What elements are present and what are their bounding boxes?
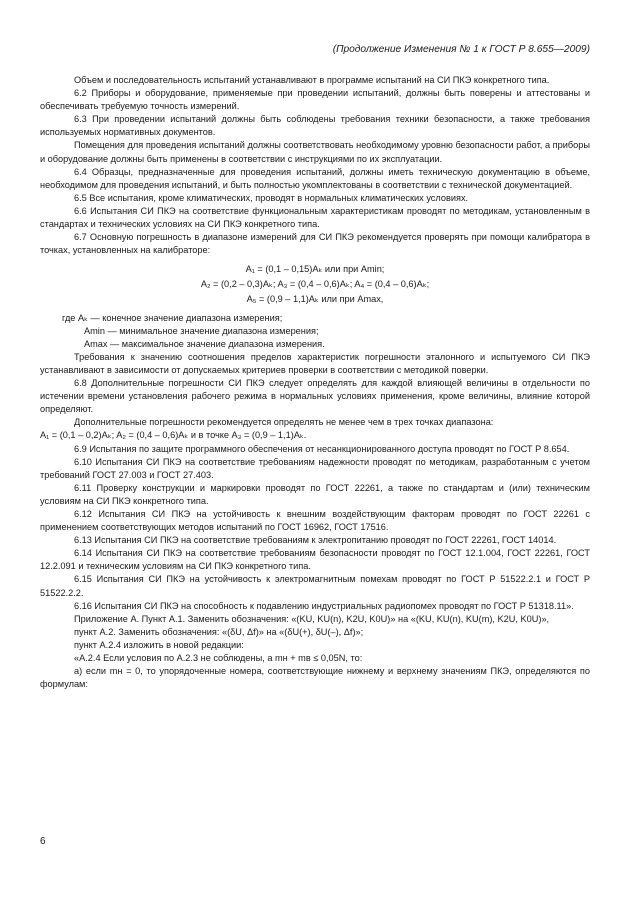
formula: A₁ = (0,1 – 0,15)Aₖ или при Amin; [245, 264, 385, 275]
formula: A₅ = (0,9 – 1,1)Aₖ или при Amax, [246, 293, 384, 304]
paragraph: 6.8 Дополнительные погрешности СИ ПКЭ следует определять для каждой влияющей величины в отдельности по истечении времени установления рабочего режима в нормальных условиях применения, кроме величины, влияние которой определяют. [40, 378, 590, 415]
paragraph: 6.7 Основную погрешность в диапазоне измерений для СИ ПКЭ рекомендуется проверять при помощи калибратора в точках, установленных на калибраторе: [40, 232, 590, 256]
glossary-item: Amin — минимальное значение диапазона измерения; [84, 325, 319, 336]
glossary-item: Amax — максимальное значение диапазона измерения. [84, 338, 325, 349]
paragraph: 6.14 Испытания СИ ПКЭ на соответствие требованиям безопасности проводят по ГОСТ 12.1.004, ГОСТ 22261, ГОСТ 12.2.091 и техническим условиям на СИ ПКЭ конкретного типа. [40, 548, 590, 572]
page-body [40, 74, 590, 691]
paragraph: 6.6 Испытания СИ ПКЭ на соответствие функциональным характеристикам проводят по методикам, установленным в стандартах и технических условиях на СИ ПКЭ конкретного типа. [40, 205, 590, 230]
paragraph: Объем и последовательность испытаний устанавливают в программе испытаний на СИ ПКЭ конкретного типа. [74, 75, 550, 85]
paragraph: Дополнительные погрешности рекомендуется определять не менее чем в трех точках диапазона: [74, 417, 494, 428]
paragraph: 6.3 При проведении испытаний должны быть соблюдены требования техники безопасности, а также требования используемых нормативных документов. [40, 114, 590, 138]
appendix-change: пункт А.2.4 изложить в новой редакции: [74, 639, 244, 650]
paragraph: 6.2 Приборы и оборудование, применяемые при проведении испытаний, должны быть поверены и аттестованы и обеспечивать требуемую точность измерений. [40, 88, 590, 112]
page-number: 6 [40, 836, 46, 847]
paragraph: A₁ = (0,1 – 0,2)Aₖ; A₂ = (0,4 – 0,6)Aₖ и в точке A₃ = (0,9 – 1,1)Aₖ. [40, 430, 307, 441]
paragraph: 6.5 Все испытания, кроме климатических, проводят в нормальных климатических условиях. [74, 192, 469, 203]
glossary-item: где Aₖ — конечное значение диапазона измерения; [62, 312, 283, 323]
paragraph: 6.9 Испытания по защите программного обеспечения от несанкционированного доступа проводят по ГОСТ Р 8.654. [74, 443, 570, 454]
paragraph: 6.16 Испытания СИ ПКЭ на способность к подавлению индустриальных радиопомех проводят по ГОСТ Р 51318.11». [74, 600, 574, 611]
paragraph: 6.4 Образцы, предназначенные для проведения испытаний, должны иметь техническую документацию в объеме, необходимом для проведения испытаний, и быть полностью укомплектованы в соответствии с технической документацией. [40, 166, 590, 190]
running-header: (Продолжение Изменения № 1 к ГОСТ Р 8.655—2009) [332, 44, 590, 55]
appendix-change: пункт А.2. Заменить обозначения: «(δU, Δf)» на «(δU(+), δU(–), Δf)»; [74, 626, 364, 637]
paragraph: Требования к значению соотношения пределов характеристик погрешности эталонного и испытуемого СИ ПКЭ устанавливают в зависимости от допускаемых критериев проверки в соответствии с методикой поверки. [40, 351, 590, 375]
paragraph: 6.15 Испытания СИ ПКЭ на устойчивость к электромагнитным помехам проводят по ГОСТ Р 51522.2.1 и ГОСТ Р 51522.2.2. [40, 574, 590, 598]
appendix-change: «А.2.4 Если условия по А.2.3 не соблюдены, а mн + mв ≤ 0,05N, то: [74, 653, 363, 664]
appendix-change: Приложение А. Пункт А.1. Заменить обозначения: «(KU, KU(n), K2U, K0U)» на «(KU, KU(n), KU(m), K2U, K0U)», [74, 613, 550, 624]
paragraph: 6.11 Проверку конструкции и маркировки проводят по ГОСТ 22261, а также по стандартам и (или) техническим условиям на СИ ПКЭ конкретного типа. [40, 482, 590, 506]
paragraph: 6.12 Испытания СИ ПКЭ на устойчивость к внешним воздействующим факторам проводят по ГОСТ 22261 с применением соответствующих методов испытаний по ГОСТ 16962, ГОСТ 17516. [40, 509, 590, 533]
appendix-change: а) если mн = 0, то упорядоченные номера, соответствующие нижнему и верхнему значениям ПКЭ, определяются по формулам: [40, 666, 590, 690]
paragraph: 6.10 Испытания СИ ПКЭ на соответствие требованиям надежности проводят по методикам, разработанным с учетом требований ГОСТ 27.003 и ГОСТ 27.403. [40, 456, 590, 480]
paragraph: 6.13 Испытания СИ ПКЭ на соответствие требованиям к электропитанию проводят по ГОСТ 22261, ГОСТ 14014. [74, 535, 557, 546]
paragraph: Помещения для проведения испытаний должны соответствовать необходимому уровню безопасности работ, а приборы и оборудование должны быть применены в соответствии с инструкциями по их эксплуатации. [40, 140, 590, 164]
formula: A₂ = (0,2 – 0,3)Aₖ; A₃ = (0,4 – 0,6)Aₖ; A₄ = (0,4 – 0,6)Aₖ; [200, 278, 430, 289]
